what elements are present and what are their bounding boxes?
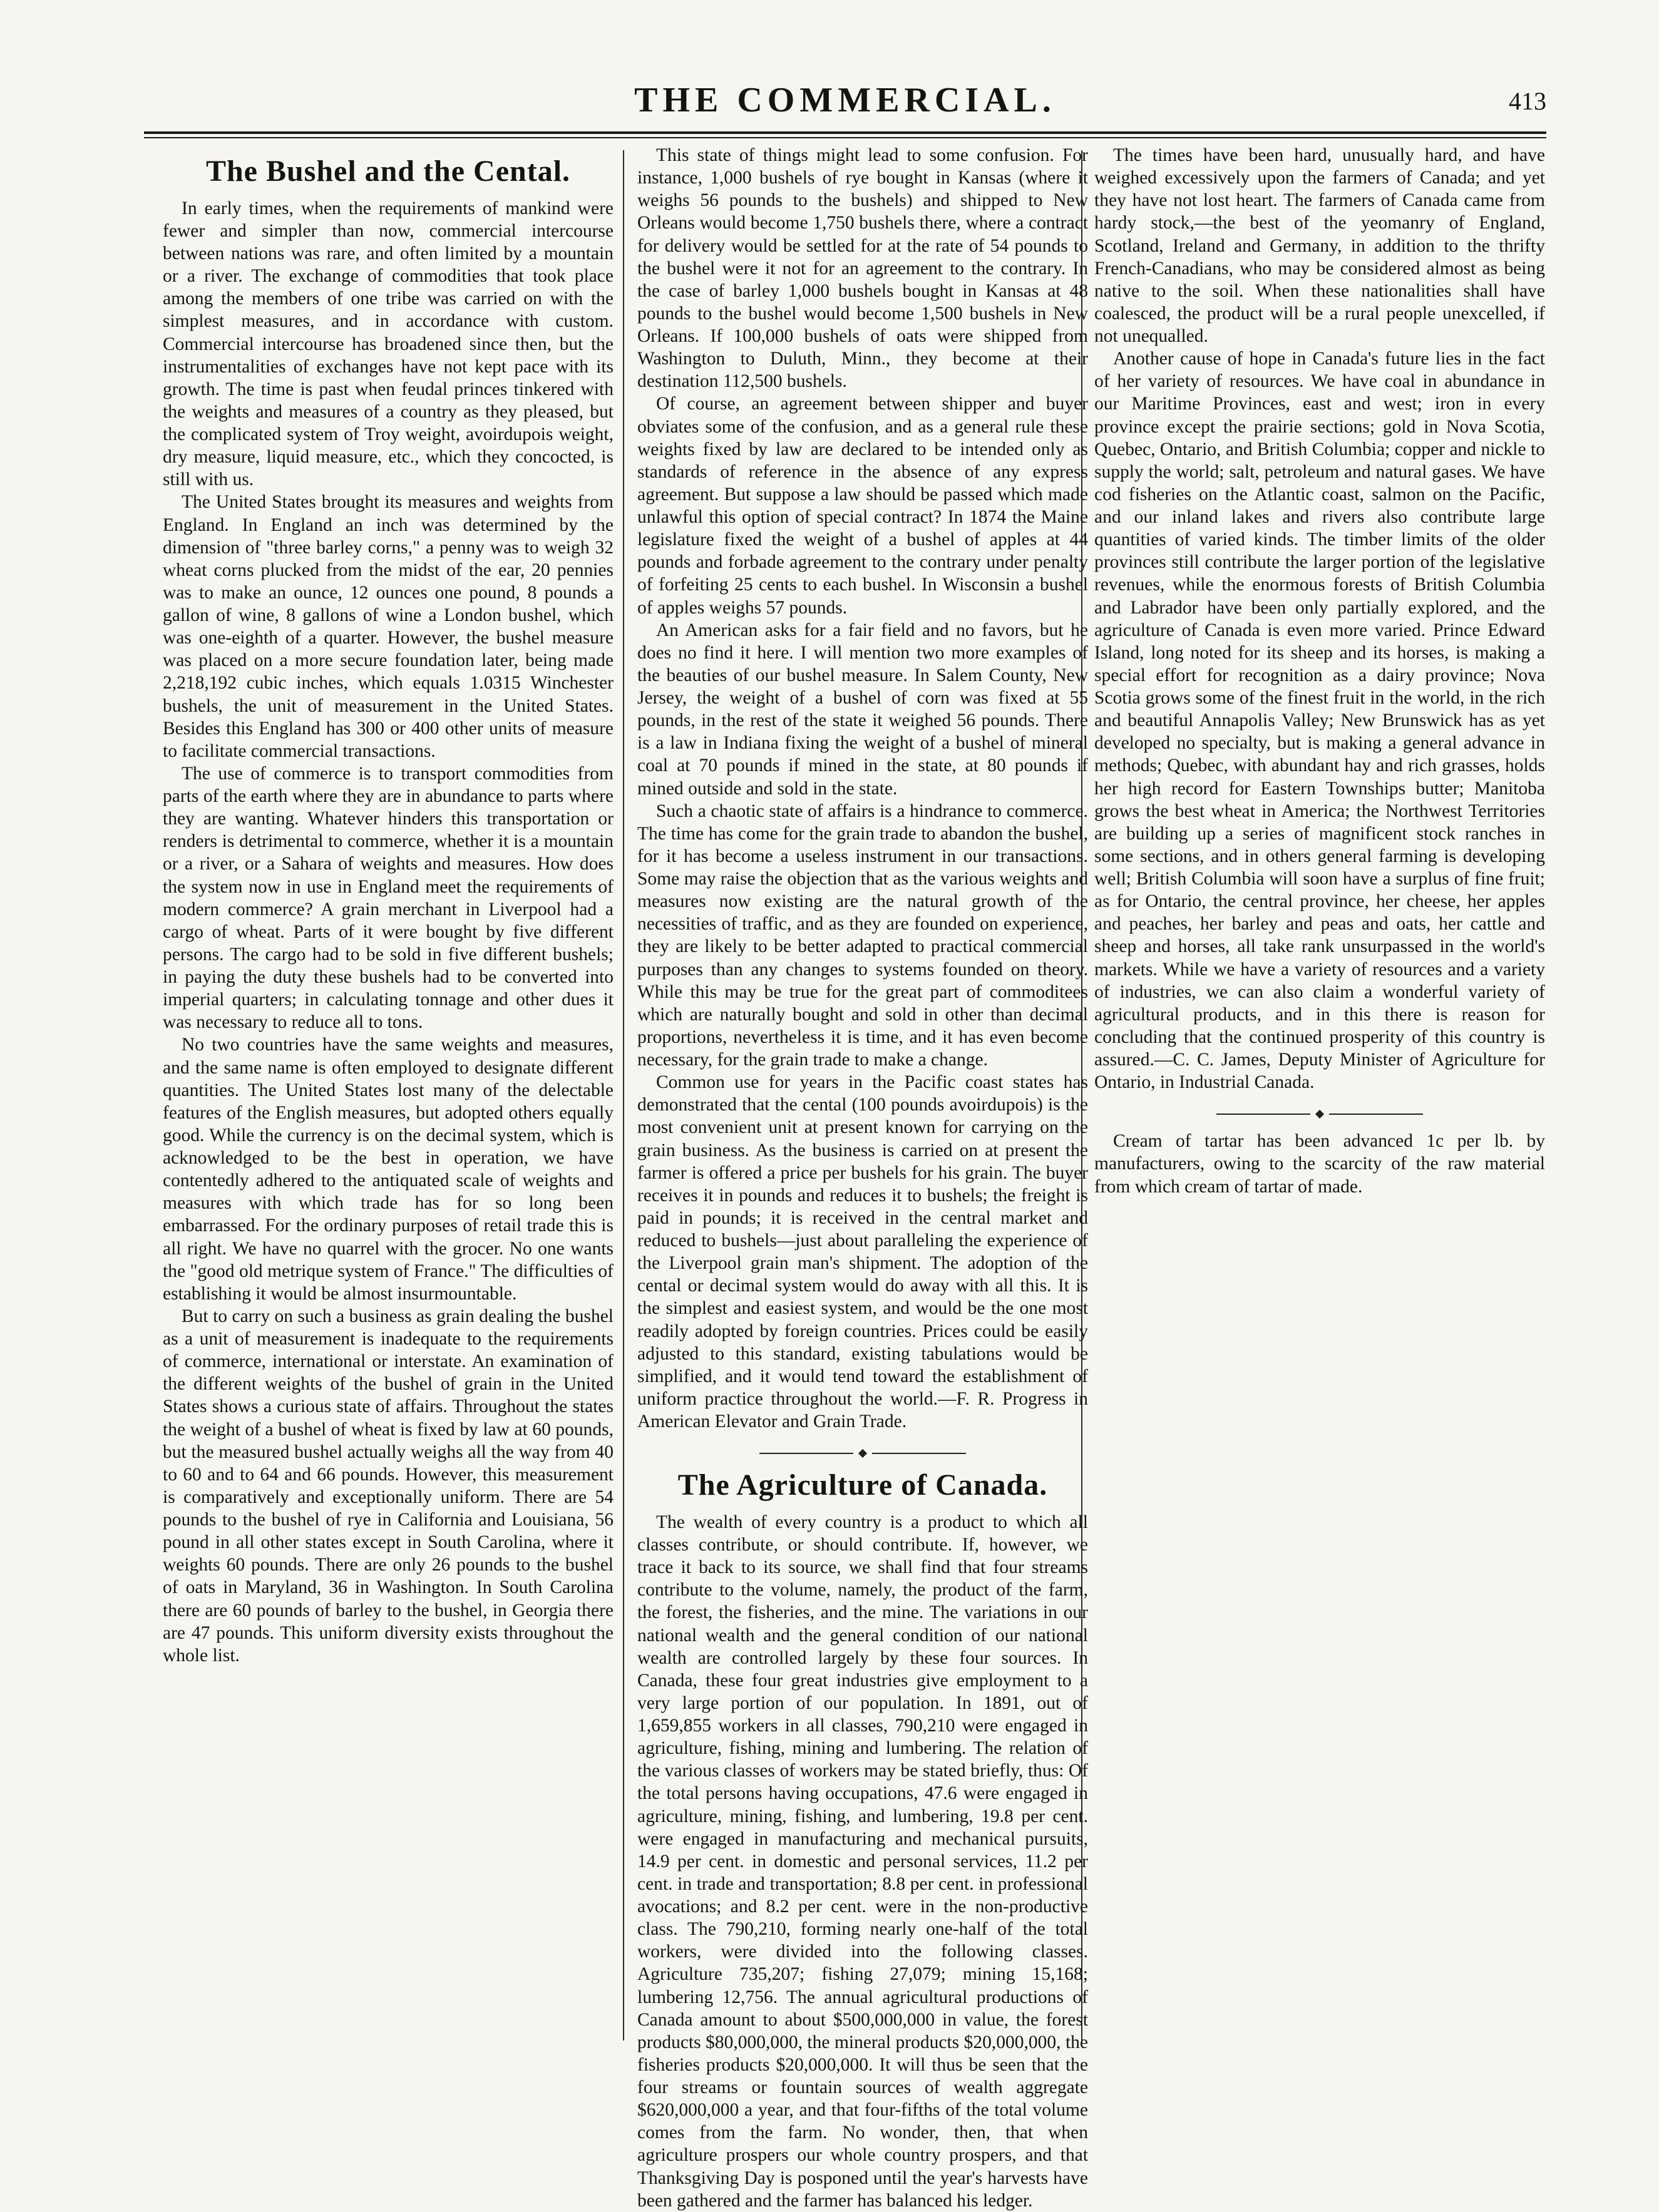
paragraph: Common use for years in the Pacific coast states has demonstrated that the cental (100 pounds avoirdupois) is the most convenient unit at present known for carrying on the grain business. As the business is carried on at present the farmer is offered a price per bushels for his grain. The buyer receives it in pounds and reduces it to bushels; the freight is paid in pounds; it is received in the central market and reduced to bushels—just about paralleling the experience of the Liverpool grain man's shipment. The adoption of the cental or decimal system would do away with all this. It is the simplest and easiest system, and would be the one most readily adopted by foreign countries. Prices could be easily adjusted to this standard, existing tabulations would be simplified, and it would tend toward the establishment of uniform practice throughout the world.—F. R. Progress in American Elevator and Grain Trade. — [637, 1072, 1088, 1431]
page-number: 413 — [1509, 87, 1546, 115]
paragraph: Of course, an agreement between shipper and buyer obviates some of the confusion, and as a general rule these weights fixed by law are declared to be intended only as standards of reference in the absence of any express agreement. But suppose a law should be passed which made unlawful this option of special contract? In 1874 the Maine legislature fixed the weight of a bushel of apples at 44 pounds and forbade agreement to the contrary under penalty of forfeiting 25 cents to each bushel. In Wisconsin a bushel of apples weighs 57 pounds. — [637, 394, 1088, 618]
column-3 — [1094, 144, 1545, 2047]
newspaper-title: THE COMMERCIAL. — [634, 81, 1056, 120]
article-title-agriculture: The Agriculture of Canada. — [677, 1468, 1048, 1502]
paragraph: The wealth of every country is a product to which all classes contribute, or should contribute. If, however, we trace it back to its source, we shall find that four streams contribute to the volume, namely, the product of the farm, the forest, the fisheries, and the mine. The variations in our national wealth and the general condition of our national wealth are controlled largely by these four sources. In Canada, these four great industries give employment to a very large portion of our population. In 1891, out of 1,659,855 workers in all classes, 790,210 were engaged in agriculture, fishing, mining and lumbering. The relation of the various classes of workers may be stated briefly, thus: Of the total persons having occupations, 47.6 were engaged in agriculture, mining, fishing, and lumbering, 19.8 per cent. were engaged in manufacturing and mechanical pursuits, 14.9 per cent. in domestic and personal services, 11.2 per cent. in trade and transportation; 8.8 per cent. in professional avocations; and 8.2 per cent. were in the non-productive class. The 790,210, forming nearly one-half of the total workers, were divided into the following classes. Agriculture 735,207; fishing 27,079; mining 15,168; lumbering 12,756. The annual agricultural productions of Canada amount to about $500,000,000 in value, the forest products $80,000,000, the mineral products $20,000,000, the fisheries products $20,000,000. It will thus be seen that the four streams or fountain sources of wealth aggregate $620,000,000 a year, and that four-fifths of the total volume comes from the farm. No wonder, then, that when agriculture prospers our whole country prospers, and that Thanksgiving Day is posponed until the year's harvests have been gathered and the farmer has balanced his ledger. — [637, 1512, 1088, 2211]
paragraph: This state of things might lead to some confusion. For instance, 1,000 bushels of rye bought in Kansas (where it weighs 56 pounds to the bushels) and shipped to New Orleans would become 1,750 bushels there, where a contract for delivery would be settled for at the rate of 54 pounds to the bushel were it not for an agreement to the contrary. In the case of barley 1,000 bushels bought in Kansas at 48 pounds to the bushel would become 1,500 bushels in New Orleans. If 100,000 bushels of oats were shipped from Washington to Duluth, Minn., they become at their destination 112,500 bushels. — [637, 145, 1088, 392]
paragraph: But to carry on such a business as grain dealing the bushel as a unit of measurement is inadequate to the requirements of commerce, international or interstate. An examination of the different weights of the bushel of grain in the United States shows a curious state of affairs. Throughout the states the weight of a bushel of wheat is fixed by law at 60 pounds, but the measured bushel actually weighs all the way from 40 to 60 and to 64 and 66 pounds. However, this measurement is comparatively and exceptionally uniform. There are 54 pounds to the bushel of rye in California and Louisiana, 56 pound in all other states except in South Carolina, where it weights 60 pounds. There are only 26 pounds to the bushel of oats in Maryland, 36 in Washington. In South Carolina there are 60 pounds of barley to the bushel, in Georgia there are 47 pounds. This uniform diversity exists throughout the whole list. — [163, 1306, 614, 1666]
header-rule — [144, 131, 1546, 134]
paragraph: The times have been hard, unusually hard, and have weighed excessively upon the farmers of Canada; and yet they have not lost heart. The farmers of Canada came from hardy stock,—the best of the yeomanry of England, Scotland, Ireland and Germany, in addition to the thrifty French-Canadians, who may be considered almost as being native to the soil. When these nationalities shall have coalesced, the product will be a rural people unexcelled, if not unequalled. — [1094, 145, 1545, 346]
notice-paragraph: Cream of tartar has been advanced 1c per lb. by manufacturers, owing to the scarcity of the raw material from which cream of tartar of made. — [1094, 1131, 1545, 1197]
section-ornament — [1094, 1107, 1545, 1119]
article-title-bushel: The Bushel and the Cental. — [205, 155, 571, 188]
paragraph: Such a chaotic state of affairs is a hindrance to commerce. The time has come for the grain trade to abandon the bushel, for it has become a useless instrument in our transactions. Some may raise the objection that as the various weights and measures now existing are the natural growth of the necessities of traffic, and as they are founded on experience, they are likely to be better adapted to practical commercial purposes than any changes to systems founded on theory. While this may be true for the great part of commoditees which are naturally bought and sold in other than decimal proportions, nevertheless it is time, and it has even become necessary, for the grain trade to make a change. — [637, 801, 1088, 1070]
paragraph: No two countries have the same weights and measures, and the same name is often employed to designate different quantities. The United States lost many of the delectable features of the English measures, but adopted others equally good. While the currency is on the decimal system, which is acknowledged to be the best in operation, we have contentedly adhered to the antiquated scale of weights and measures with which trade has for so long been embarrassed. For the ordinary purposes of retail trade this is all right. We have no quarrel with the grocer. No one wants the "good old metrique system of France." The difficulties of establishing it would be almost insurmountable. — [163, 1035, 614, 1304]
column-divider — [623, 150, 624, 2040]
header-rule-thin — [144, 137, 1546, 138]
section-ornament — [637, 1447, 1088, 1458]
paragraph: The use of commerce is to transport commodities from parts of the earth where they are in abundance to parts where they are wanting. Whatever hinders this transportation or renders is detrimental to commerce, whether it is a mountain or a river, or a Sahara of weights and measures. How does the system now in use in England meet the requirements of modern commerce? A grain merchant in Liverpool had a cargo of wheat. Parts of it were bought by five different persons. The cargo had to be sold in five different bushels; in paying the duty these bushels had to be converted into imperial quarters; in calculating tonnage and other dues it was necessary to reduce all to tons. — [163, 763, 614, 1033]
paragraph: The United States brought its measures and weights from England. In England an inch was determined by the dimension of "three barley corns," a penny was to weigh 32 wheat corns plucked from the midst of the ear, 20 pennies was to make an ounce, 12 ounces one pound, 8 pounds a gallon of wine, 8 gallons of wine a London bushel, which was one-eighth of a quarter. However, the bushel measure was placed on a more secure foundation later, being made 2,218,192 cubic inches, which equals 1.0315 Winchester bushels, the unit of measurement in the United States. Besides this England has 300 or 400 other units of measure to facilitate commercial transactions. — [163, 492, 614, 761]
paragraph: Another cause of hope in Canada's future lies in the fact of her variety of resources. We have coal in abundance in our Maritime Provinces, east and west; iron in every province except the prairie sections; gold in Nova Scotia, Quebec, Ontario, and British Columbia; copper and nickle to supply the world; salt, petroleum and natural gases. We have cod fisheries on the Atlantic coast, salmon on the Pacific, and our inland lakes and rivers also contribute large quantities of varied kinds. The timber limits of the older provinces still contribute the larger portion of the legislative revenues, while the enormous forests of British Columbia and Labrador have been only partially explored, and the agriculture of Canada is even more varied. Prince Edward Island, long noted for its sheep and its horses, is making a special effort for recognition as a dairy province; Nova Scotia grows some of the finest fruit in the world, in the rich and beautiful Annapolis Valley; New Brunswick has as yet developed no specialty, but is making a general advance in methods; Quebec, with abundant hay and rich grasses, holds her high record for Eastern Townships butter; Manitoba grows the best wheat in America; the Northwest Territories are building up a series of magnificent stock ranches in some sections, and in others general farming is developing well; British Columbia will soon have a surplus of fine fruit; as for Ontario, the central province, her cheese, her apples and peaches, her barley and peas and oats, her cattle and sheep and horses, all take rank unsurpassed in the world's markets. While we have a variety of resources and a variety of industries, we can also claim a wonderful variety of agricultural products, and in this there is reason for concluding that the continued prosperity of this country is assured.—C. C. James, Deputy Minister of Agriculture for Ontario, in Industrial Canada. — [1094, 349, 1545, 1093]
column-1 — [163, 144, 614, 2047]
paragraph: An American asks for a fair field and no favors, but he does no find it here. I will mention two more examples of the beauties of our bushel measure. In Salem County, New Jersey, the weight of a bushel of corn was fixed at 55 pounds, in the rest of the state it weighed 56 pounds. There is a law in Indiana fixing the weight of a bushel of mineral coal at 70 pounds if mined in the state, at 80 pounds if mined outside and sold in the state. — [637, 620, 1088, 799]
column-2 — [637, 144, 1088, 2211]
paragraph: In early times, when the requirements of mankind were fewer and simpler than now, commercial intercourse between nations was rare, and often limited by a mountain or a river. The exchange of commodities that took place among the members of one tribe was carried on with the simplest measures, and in accordance with custom. Commercial intercourse has broadened since then, but the instrumentalities of exchanges have not kept pace with its growth. The time is past when feudal princes tinkered with the weights and measures of a country as they pleased, but the complicated system of Troy weight, avoirdupois weight, dry measure, liquid measure, etc., which they concocted, is still with us. — [163, 198, 614, 490]
masthead — [144, 80, 1546, 130]
